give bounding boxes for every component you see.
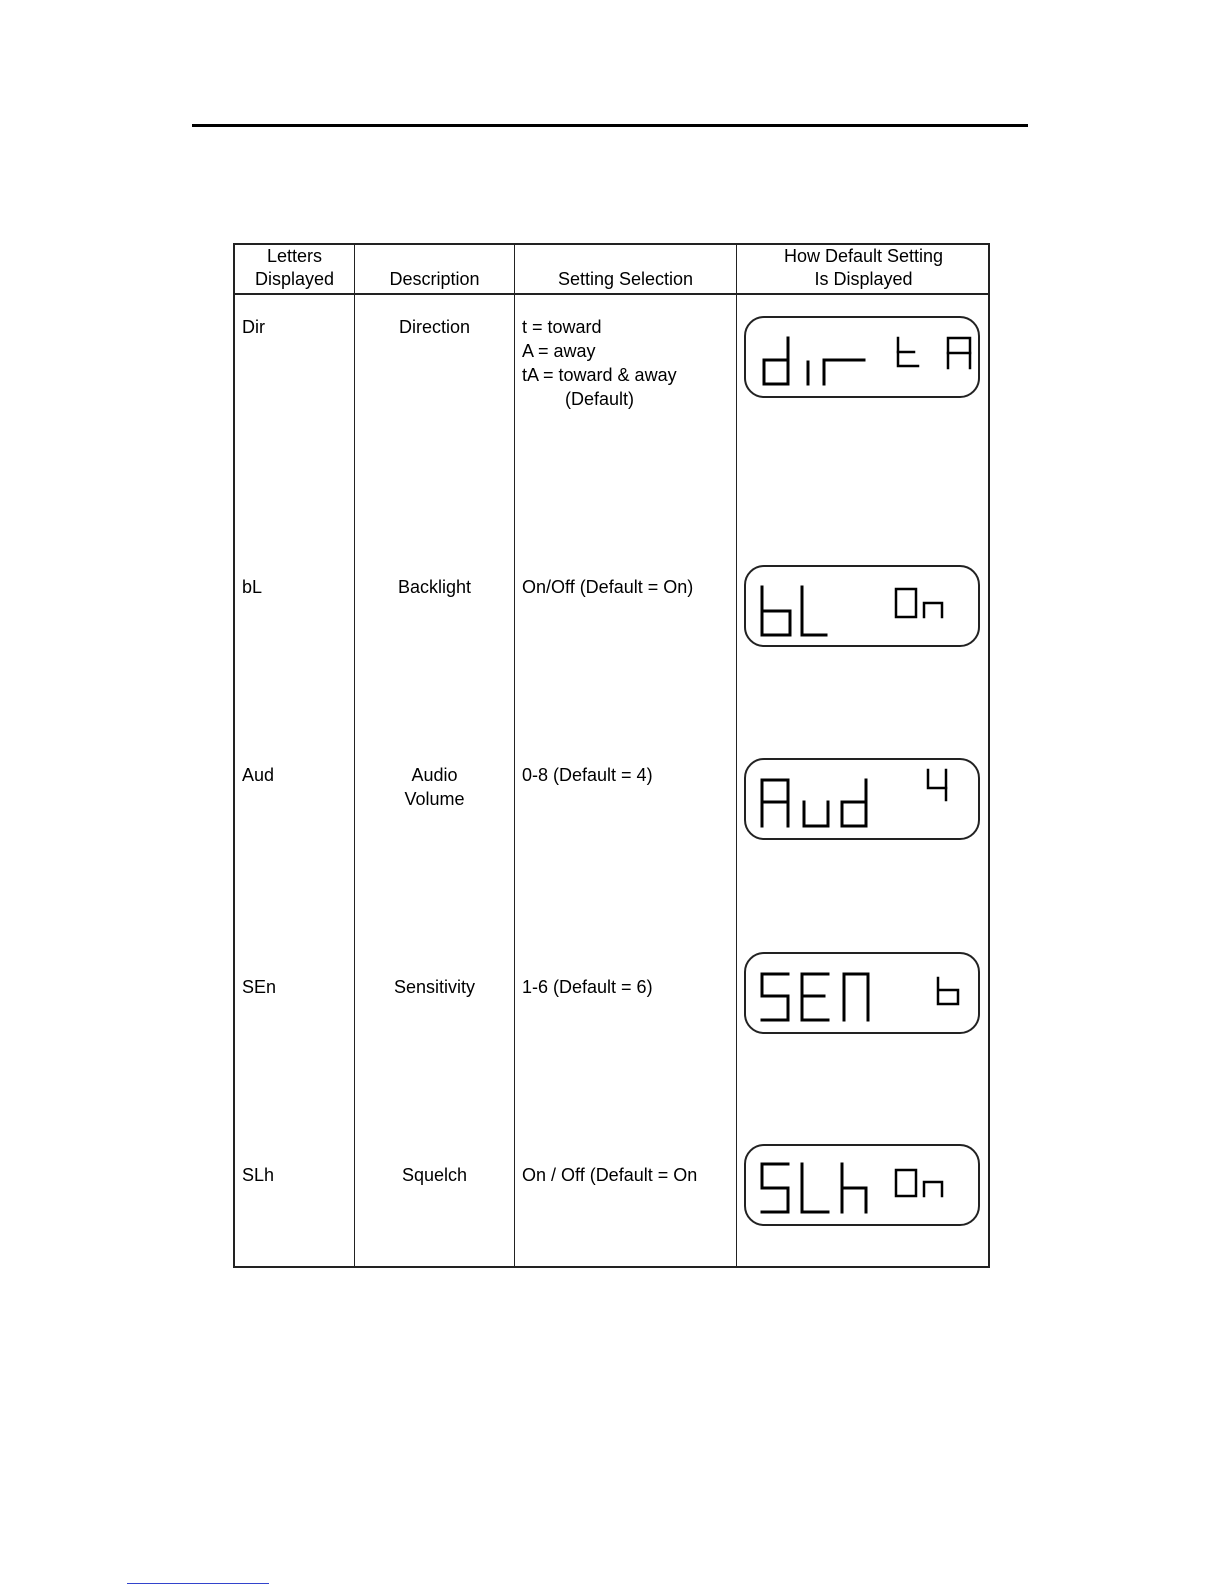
setting-line: On / Off (Default = On — [522, 1165, 698, 1185]
column-divider — [736, 245, 737, 1266]
header-line: Letters — [266, 246, 323, 266]
header-letters-displayed — [235, 245, 354, 293]
description-line: Audio — [411, 765, 458, 785]
row-setting — [522, 575, 693, 599]
description-line: Squelch — [401, 1165, 468, 1185]
column-divider — [354, 245, 355, 1266]
row-code: bL — [242, 577, 263, 597]
header-line: Displayed — [254, 269, 335, 289]
row-description — [355, 975, 514, 999]
row-setting — [522, 975, 653, 999]
header-line: Description — [389, 269, 480, 289]
description-line: Direction — [398, 317, 471, 337]
row-description — [355, 763, 514, 811]
setting-line: tA = toward & away — [522, 365, 677, 385]
setting-line: A = away — [522, 341, 596, 361]
header-divider — [235, 293, 988, 295]
lcd-segments — [746, 954, 978, 1032]
footer-link-underline — [127, 1583, 269, 1584]
lcd-display-sensitivity — [744, 952, 980, 1034]
settings-table — [233, 243, 990, 1268]
row-description — [355, 575, 514, 599]
setting-line: t = toward — [522, 317, 602, 337]
lcd-display-backlight — [744, 565, 980, 647]
lcd-display-dir — [744, 316, 980, 398]
lcd-segments — [746, 318, 978, 396]
row-description — [355, 1163, 514, 1187]
lcd-segments — [746, 760, 978, 838]
setting-line: 0-8 (Default = 4) — [522, 765, 653, 785]
lcd-display-audio — [744, 758, 980, 840]
description-line: Backlight — [397, 577, 472, 597]
top-rule — [192, 124, 1028, 127]
row-setting — [522, 1163, 697, 1187]
description-line: Volume — [404, 789, 465, 809]
header-line: Is Displayed — [814, 269, 913, 289]
header-description — [355, 245, 514, 293]
header-line: Setting Selection — [557, 269, 694, 289]
row-setting — [522, 315, 677, 411]
description-line: Sensitivity — [393, 977, 476, 997]
header-line: How Default Setting — [783, 246, 944, 266]
row-code: SLh — [242, 1165, 275, 1185]
header-default-display — [737, 245, 990, 293]
row-code: SEn — [242, 977, 277, 997]
setting-line: 1-6 (Default = 6) — [522, 977, 653, 997]
setting-line: (Default) — [565, 389, 635, 409]
lcd-display-squelch — [744, 1144, 980, 1226]
setting-line: On/Off (Default = On) — [522, 577, 694, 597]
row-code: Aud — [242, 765, 275, 785]
row-description — [355, 315, 514, 339]
row-setting — [522, 763, 653, 787]
row-code: Dir — [242, 317, 265, 337]
lcd-segments — [746, 567, 978, 645]
header-setting-selection — [515, 245, 736, 293]
column-divider — [514, 245, 515, 1266]
lcd-segments — [746, 1146, 978, 1224]
